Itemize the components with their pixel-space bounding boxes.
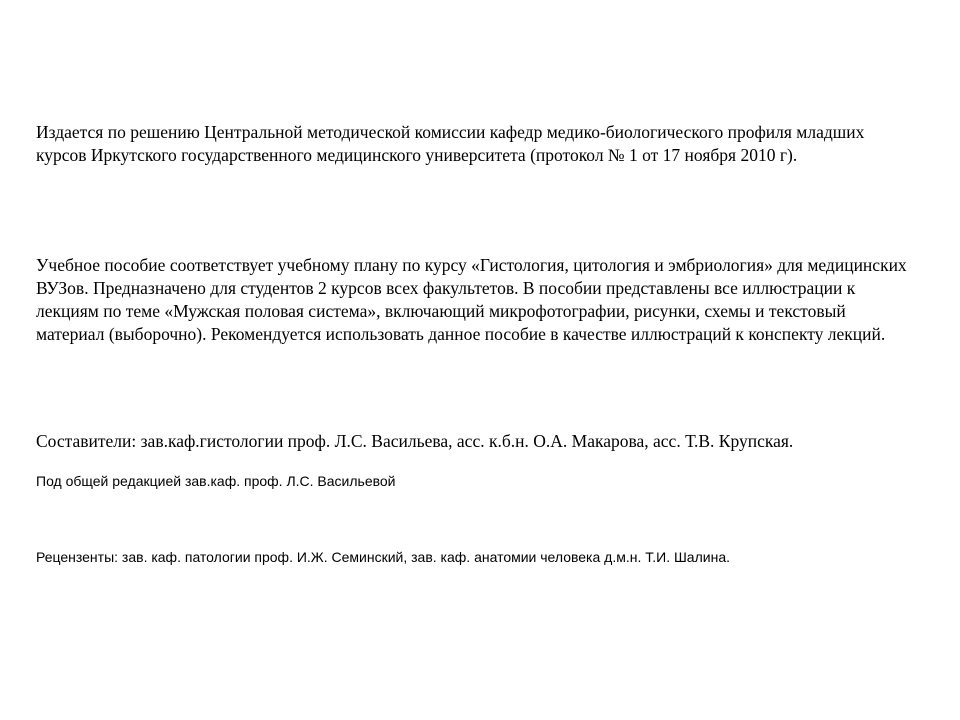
reviewers-line: Рецензенты: зав. каф. патологии проф. И.Ж. Семинский, зав. каф. анатомии человека д.м.н. Т.И. Шалина. xyxy=(36,549,730,565)
description-paragraph: Учебное пособие соответствует учебному плану по курсу «Гистология, цитология и эмбриология» для медицинских ВУЗов. Предназначено для студентов 2 курсов всех факультетов. В пособии представлены все иллюстрации к лекциям по теме «Мужская половая система», включающий микрофотографии, рисунки, схемы и текстовый материал (выборочно). Рекомендуется использовать данное пособие в качестве иллюстраций к конспекту лекций. xyxy=(36,255,907,344)
compilers-line: Составители: зав.каф.гистологии проф. Л.С. Васильева, асс. к.б.н. О.А. Макарова, асс. Т.В. Крупская. xyxy=(36,431,794,451)
publication-note: Издается по решению Центральной методической комиссии кафедр медико-биологического профиля младших курсов Иркутского государственного медицинского университета (протокол № 1 от 17 ноября 2010 г). xyxy=(36,122,865,165)
editor-line: Под общей редакцией зав.каф. проф. Л.С. Васильевой xyxy=(36,473,396,489)
